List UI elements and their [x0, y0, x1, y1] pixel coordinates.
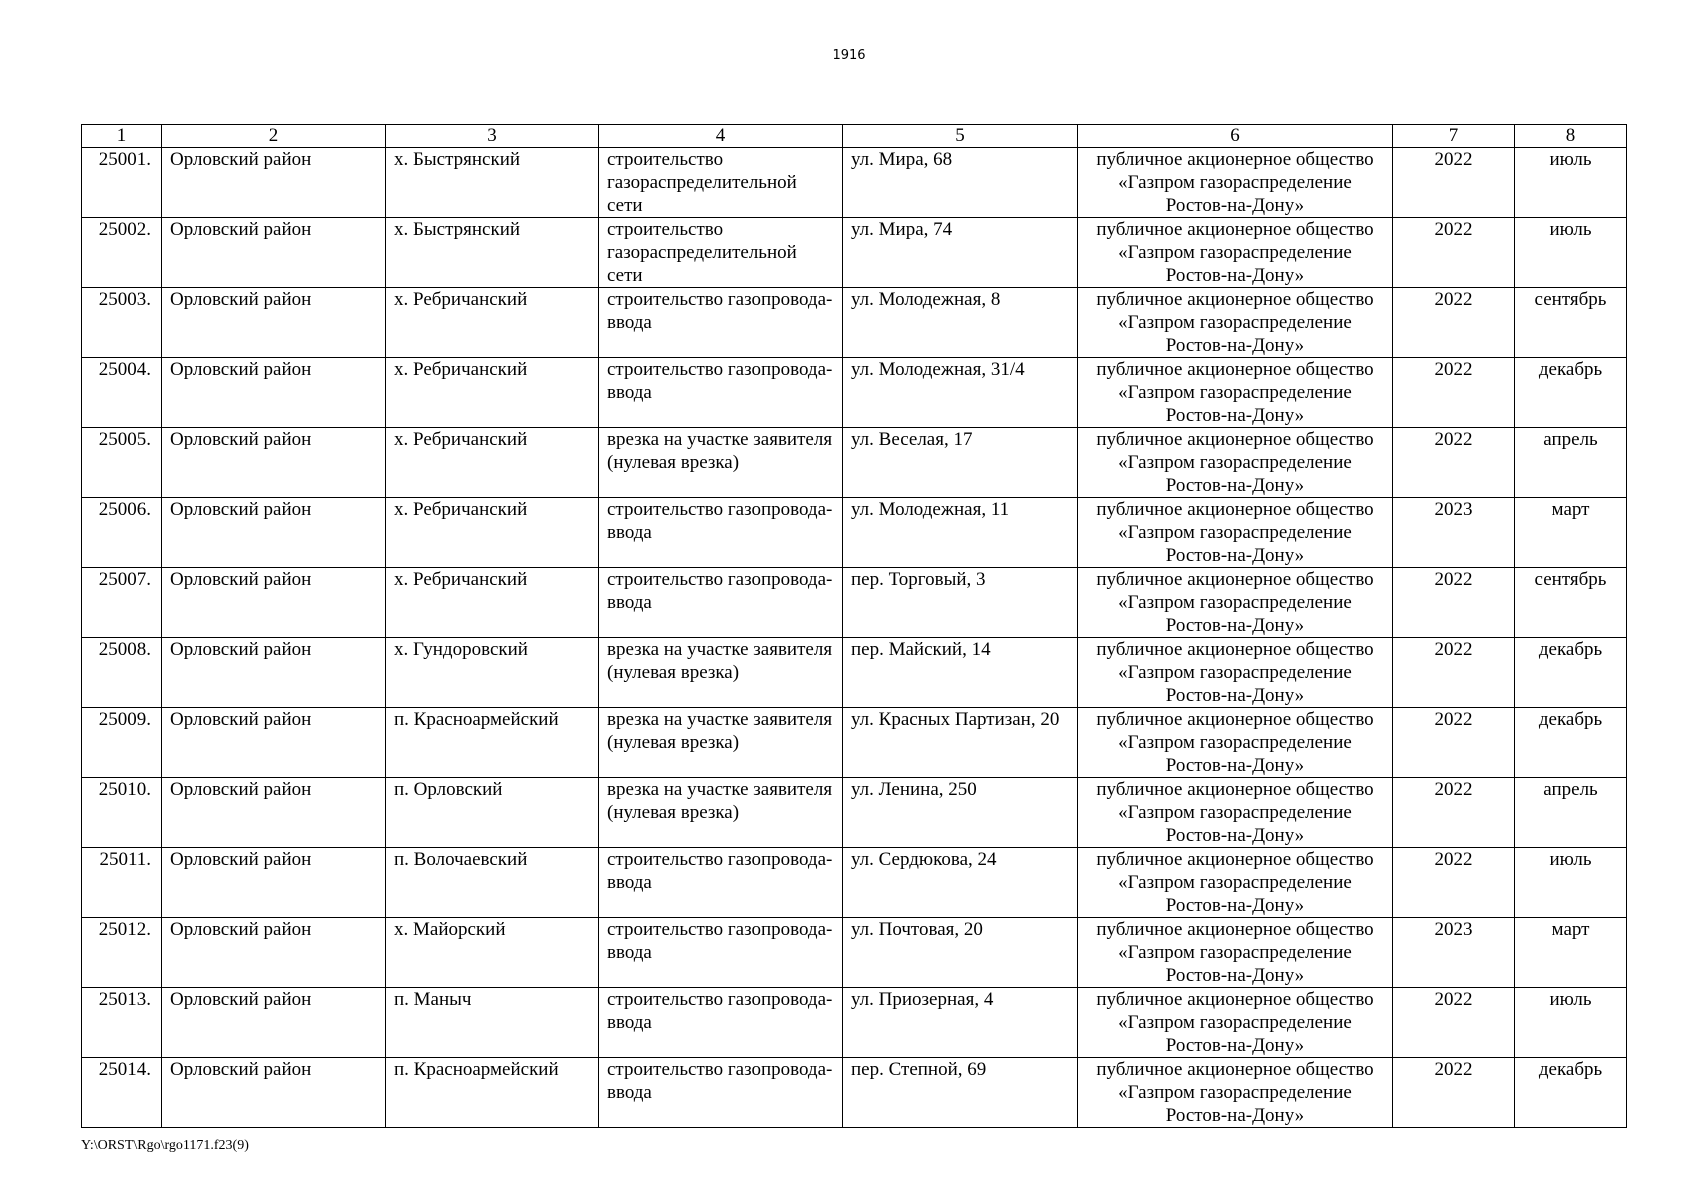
table-row [82, 918, 1627, 988]
cell-organization: публичное акционерное общество «Газпром газораспределение Ростов-на-Дону» [1078, 148, 1393, 218]
cell-address: ул. Сердюкова, 24 [843, 848, 1078, 918]
column-header: 3 [386, 125, 599, 148]
cell-organization: публичное акционерное общество «Газпром газораспределение Ростов-на-Дону» [1078, 708, 1393, 778]
column-header: 6 [1078, 125, 1393, 148]
cell-address: ул. Красных Партизан, 20 [843, 708, 1078, 778]
cell-district: Орловский район [162, 428, 386, 498]
cell-year: 2022 [1393, 428, 1515, 498]
cell-organization: публичное акционерное общество «Газпром газораспределение Ростов-на-Дону» [1078, 568, 1393, 638]
cell-row-number: 25013. [82, 988, 162, 1058]
cell-work-type: врезка на участке заявителя (нулевая врезка) [599, 638, 843, 708]
cell-work-type: строительство газопровода-ввода [599, 358, 843, 428]
cell-address: ул. Мира, 74 [843, 218, 1078, 288]
cell-address: ул. Почтовая, 20 [843, 918, 1078, 988]
cell-year: 2022 [1393, 1058, 1515, 1128]
cell-work-type: строительство газопровода-ввода [599, 498, 843, 568]
cell-year: 2022 [1393, 848, 1515, 918]
cell-month: июль [1515, 148, 1627, 218]
cell-organization: публичное акционерное общество «Газпром газораспределение Ростов-на-Дону» [1078, 848, 1393, 918]
cell-organization: публичное акционерное общество «Газпром газораспределение Ростов-на-Дону» [1078, 918, 1393, 988]
cell-month: сентябрь [1515, 288, 1627, 358]
cell-settlement: х. Быстрянский [386, 218, 599, 288]
cell-organization: публичное акционерное общество «Газпром газораспределение Ростов-на-Дону» [1078, 288, 1393, 358]
cell-district: Орловский район [162, 638, 386, 708]
cell-address: ул. Молодежная, 11 [843, 498, 1078, 568]
table-row [82, 638, 1627, 708]
cell-row-number: 25012. [82, 918, 162, 988]
cell-work-type: врезка на участке заявителя (нулевая врезка) [599, 708, 843, 778]
table-row [82, 708, 1627, 778]
cell-address: пер. Степной, 69 [843, 1058, 1078, 1128]
cell-settlement: х. Ребричанский [386, 568, 599, 638]
cell-row-number: 25001. [82, 148, 162, 218]
cell-address: пер. Майский, 14 [843, 638, 1078, 708]
cell-district: Орловский район [162, 288, 386, 358]
cell-district: Орловский район [162, 498, 386, 568]
cell-district: Орловский район [162, 148, 386, 218]
cell-year: 2022 [1393, 218, 1515, 288]
cell-district: Орловский район [162, 708, 386, 778]
table-row [82, 848, 1627, 918]
cell-work-type: строительство газораспределительной сети [599, 148, 843, 218]
table-row [82, 288, 1627, 358]
cell-work-type: строительство газопровода-ввода [599, 568, 843, 638]
cell-organization: публичное акционерное общество «Газпром газораспределение Ростов-на-Дону» [1078, 428, 1393, 498]
cell-address: ул. Молодежная, 31/4 [843, 358, 1078, 428]
table-row [82, 148, 1627, 218]
gas-connection-table [81, 124, 1627, 1128]
cell-month: декабрь [1515, 708, 1627, 778]
cell-work-type: строительство газопровода-ввода [599, 848, 843, 918]
cell-work-type: строительство газопровода-ввода [599, 1058, 843, 1128]
cell-settlement: х. Быстрянский [386, 148, 599, 218]
cell-address: ул. Мира, 68 [843, 148, 1078, 218]
cell-row-number: 25008. [82, 638, 162, 708]
cell-organization: публичное акционерное общество «Газпром газораспределение Ростов-на-Дону» [1078, 498, 1393, 568]
table-row [82, 778, 1627, 848]
cell-settlement: х. Ребричанский [386, 358, 599, 428]
cell-row-number: 25009. [82, 708, 162, 778]
cell-year: 2022 [1393, 988, 1515, 1058]
cell-address: ул. Молодежная, 8 [843, 288, 1078, 358]
cell-settlement: х. Ребричанский [386, 498, 599, 568]
cell-district: Орловский район [162, 358, 386, 428]
cell-settlement: х. Ребричанский [386, 288, 599, 358]
cell-organization: публичное акционерное общество «Газпром газораспределение Ростов-на-Дону» [1078, 358, 1393, 428]
cell-year: 2022 [1393, 288, 1515, 358]
table-row [82, 358, 1627, 428]
cell-year: 2023 [1393, 918, 1515, 988]
cell-address: ул. Ленина, 250 [843, 778, 1078, 848]
cell-year: 2022 [1393, 358, 1515, 428]
column-header: 5 [843, 125, 1078, 148]
cell-row-number: 25003. [82, 288, 162, 358]
cell-work-type: врезка на участке заявителя (нулевая врезка) [599, 778, 843, 848]
cell-organization: публичное акционерное общество «Газпром газораспределение Ростов-на-Дону» [1078, 218, 1393, 288]
table-row [82, 1058, 1627, 1128]
cell-month: апрель [1515, 428, 1627, 498]
cell-row-number: 25010. [82, 778, 162, 848]
cell-district: Орловский район [162, 988, 386, 1058]
cell-work-type: строительство газопровода-ввода [599, 918, 843, 988]
cell-year: 2022 [1393, 638, 1515, 708]
cell-work-type: строительство газораспределительной сети [599, 218, 843, 288]
cell-address: ул. Приозерная, 4 [843, 988, 1078, 1058]
cell-month: март [1515, 498, 1627, 568]
cell-settlement: п. Красноармейский [386, 1058, 599, 1128]
page-number: 1916 [832, 48, 866, 63]
cell-month: март [1515, 918, 1627, 988]
cell-settlement: п. Маныч [386, 988, 599, 1058]
cell-year: 2022 [1393, 148, 1515, 218]
table-header-row [82, 125, 1627, 148]
cell-row-number: 25011. [82, 848, 162, 918]
cell-month: декабрь [1515, 638, 1627, 708]
cell-settlement: п. Красноармейский [386, 708, 599, 778]
column-header: 7 [1393, 125, 1515, 148]
cell-settlement: п. Волочаевский [386, 848, 599, 918]
column-header: 1 [82, 125, 162, 148]
cell-month: апрель [1515, 778, 1627, 848]
cell-row-number: 25002. [82, 218, 162, 288]
cell-row-number: 25014. [82, 1058, 162, 1128]
table-row [82, 428, 1627, 498]
cell-month: июль [1515, 848, 1627, 918]
table-row [82, 988, 1627, 1058]
cell-district: Орловский район [162, 848, 386, 918]
column-header: 4 [599, 125, 843, 148]
cell-organization: публичное акционерное общество «Газпром газораспределение Ростов-на-Дону» [1078, 988, 1393, 1058]
cell-district: Орловский район [162, 568, 386, 638]
cell-row-number: 25004. [82, 358, 162, 428]
cell-year: 2022 [1393, 778, 1515, 848]
table-row [82, 218, 1627, 288]
cell-year: 2022 [1393, 708, 1515, 778]
cell-organization: публичное акционерное общество «Газпром газораспределение Ростов-на-Дону» [1078, 778, 1393, 848]
cell-work-type: строительство газопровода-ввода [599, 988, 843, 1058]
cell-year: 2022 [1393, 568, 1515, 638]
cell-row-number: 25007. [82, 568, 162, 638]
column-header: 2 [162, 125, 386, 148]
cell-settlement: п. Орловский [386, 778, 599, 848]
cell-year: 2023 [1393, 498, 1515, 568]
table-row [82, 568, 1627, 638]
cell-work-type: врезка на участке заявителя (нулевая врезка) [599, 428, 843, 498]
cell-organization: публичное акционерное общество «Газпром газораспределение Ростов-на-Дону» [1078, 638, 1393, 708]
cell-settlement: х. Ребричанский [386, 428, 599, 498]
column-header: 8 [1515, 125, 1627, 148]
cell-district: Орловский район [162, 1058, 386, 1128]
cell-address: пер. Торговый, 3 [843, 568, 1078, 638]
table-row [82, 498, 1627, 568]
cell-month: июль [1515, 988, 1627, 1058]
cell-row-number: 25005. [82, 428, 162, 498]
cell-district: Орловский район [162, 918, 386, 988]
cell-month: декабрь [1515, 358, 1627, 428]
cell-month: сентябрь [1515, 568, 1627, 638]
cell-row-number: 25006. [82, 498, 162, 568]
cell-settlement: х. Гундоровский [386, 638, 599, 708]
file-path-footer: Y:\ORST\Rgo\rgo1171.f23(9) [81, 1138, 249, 1153]
cell-district: Орловский район [162, 218, 386, 288]
cell-organization: публичное акционерное общество «Газпром газораспределение Ростов-на-Дону» [1078, 1058, 1393, 1128]
cell-district: Орловский район [162, 778, 386, 848]
cell-address: ул. Веселая, 17 [843, 428, 1078, 498]
cell-month: июль [1515, 218, 1627, 288]
cell-month: декабрь [1515, 1058, 1627, 1128]
cell-work-type: строительство газопровода-ввода [599, 288, 843, 358]
cell-settlement: х. Майорский [386, 918, 599, 988]
